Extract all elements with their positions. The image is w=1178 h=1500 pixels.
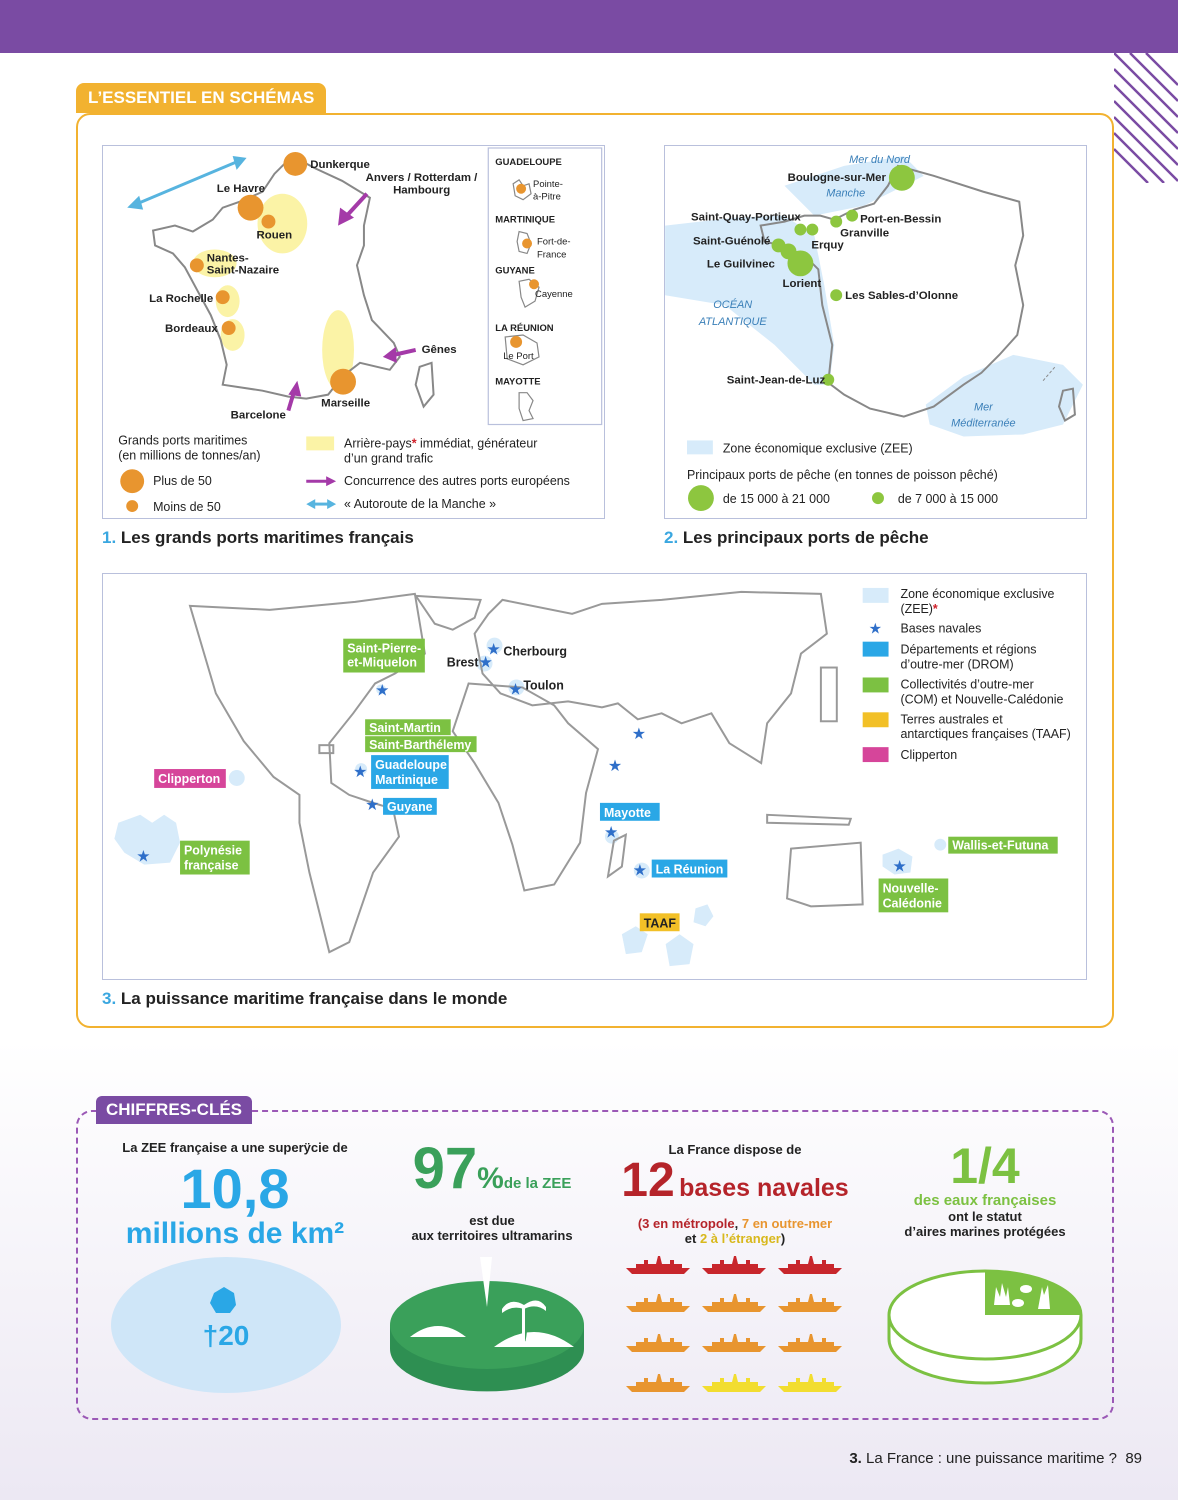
sea-med-1: Mer bbox=[973, 401, 993, 414]
port-rouen bbox=[261, 215, 275, 229]
corsica-outline bbox=[416, 363, 434, 407]
figure-quarter-value: 1/4 bbox=[950, 1138, 1020, 1194]
protected-pie-illustration bbox=[886, 1255, 1084, 1395]
svg-text:(en millions de tonnes/an): (en millions de tonnes/an) bbox=[118, 448, 261, 463]
caption-map3: 3. La puissance maritime française dans le monde bbox=[102, 989, 508, 1008]
svg-text:Zone économique exclusive: Zone économique exclusive bbox=[900, 586, 1055, 601]
legend-star: ★ bbox=[868, 620, 883, 638]
svg-text:de 7 000 à 15 000: de 7 000 à 15 000 bbox=[897, 492, 999, 507]
figure-97-value: 97 bbox=[412, 1136, 478, 1201]
figure-naval-bases: La France dispose de 12 bases navales (3 en métropole, 7 en outre-mer et 2 à l’étranger) bbox=[621, 1142, 849, 1246]
svg-text:Principaux ports de pêche (en: Principaux ports de pêche (en tonnes de poisson pêché) bbox=[687, 468, 998, 483]
australia-outline bbox=[787, 843, 863, 907]
naval-base-star: ★ bbox=[136, 848, 151, 866]
port-dunkerque bbox=[283, 152, 307, 176]
ship-outremer bbox=[626, 1374, 690, 1392]
label-reunion: LA RÉUNION bbox=[495, 323, 554, 335]
legend-taaf bbox=[863, 712, 889, 727]
antarctica-hint bbox=[767, 815, 851, 825]
svg-text:France: France bbox=[537, 249, 567, 261]
arrow-head bbox=[383, 347, 397, 363]
ultramarine-pie-illustration bbox=[388, 1255, 586, 1395]
map-ports-maritimes bbox=[102, 145, 605, 519]
label-saint-nazaire: Saint-Nazaire bbox=[206, 264, 280, 277]
zee-clipperton bbox=[229, 770, 245, 786]
port-bordeaux bbox=[222, 321, 236, 335]
legend-small-port bbox=[126, 500, 138, 512]
map-puissance-monde bbox=[102, 573, 1087, 980]
ship-etranger bbox=[702, 1374, 766, 1392]
svg-text:Bases navales: Bases navales bbox=[900, 621, 982, 636]
top-header-bar bbox=[0, 0, 1178, 53]
label-saint-quay: Saint-Quay-Portieux bbox=[690, 211, 801, 224]
label-le-havre: Le Havre bbox=[216, 182, 266, 195]
svg-text:Moins de 50: Moins de 50 bbox=[153, 500, 221, 515]
legend-big-fish bbox=[688, 485, 714, 511]
svg-text:Clipperton: Clipperton bbox=[900, 748, 958, 763]
legend-drom bbox=[863, 642, 889, 657]
page-footer: 3. La France : une puissance maritime ? 89 bbox=[849, 1450, 1142, 1467]
label-nc-1: Nouvelle- bbox=[882, 881, 939, 896]
port-granville bbox=[830, 216, 842, 228]
port-le-havre bbox=[238, 195, 264, 221]
naval-base-star: ★ bbox=[631, 726, 647, 744]
port-erquy bbox=[806, 224, 818, 236]
ship-metropole bbox=[702, 1256, 766, 1274]
label-marseille: Marseille bbox=[321, 397, 371, 410]
ship-outremer bbox=[778, 1294, 842, 1312]
figure-protected-areas: 1/4 des eaux françaises ont le statut d’aires marines protégées bbox=[880, 1140, 1090, 1239]
legend-small-fish bbox=[872, 492, 884, 504]
svg-text:de 15 000 à 21 000: de 15 000 à 21 000 bbox=[722, 492, 830, 507]
label-wallis: Wallis-et-Futuna bbox=[952, 838, 1049, 853]
zee-taaf bbox=[694, 904, 714, 926]
label-guyane: GUYANE bbox=[495, 265, 535, 277]
label-taaf: TAAF bbox=[643, 916, 676, 931]
label-dunkerque: Dunkerque bbox=[310, 158, 370, 171]
svg-text:Collectivités d’outre-mer: Collectivités d’outre-mer bbox=[900, 677, 1034, 692]
svg-text:à-Pitre: à-Pitre bbox=[533, 191, 561, 203]
port-lorient bbox=[781, 243, 797, 259]
zee-taaf bbox=[666, 934, 694, 966]
label-martinique: Martinique bbox=[375, 772, 438, 787]
port-boulogne bbox=[889, 165, 915, 191]
label-saint-guenole: Saint-Guénolé bbox=[692, 235, 771, 248]
label-granville: Granville bbox=[840, 227, 890, 240]
label-spm-2: et-Miquelon bbox=[347, 655, 417, 670]
label-le-guilvinec: Le Guilvinec bbox=[706, 258, 775, 271]
naval-base-star: ★ bbox=[603, 824, 619, 842]
svg-text:Grands ports maritimes: Grands ports maritimes bbox=[118, 433, 248, 448]
zee-wallis bbox=[934, 839, 946, 851]
label-guadeloupe: GUADELOUPE bbox=[495, 156, 562, 168]
sea-ocean-2: ATLANTIQUE bbox=[698, 316, 767, 329]
caption-map2: 2. Les principaux ports de pêche bbox=[664, 528, 929, 547]
svg-text:Départements et régions: Départements et régions bbox=[900, 642, 1037, 657]
label-anvers: Anvers / Rotterdam / bbox=[365, 171, 478, 184]
ship-metropole bbox=[626, 1256, 690, 1274]
port-marseille bbox=[330, 369, 356, 395]
label-bordeaux: Bordeaux bbox=[165, 323, 218, 335]
port-nantes bbox=[190, 258, 204, 272]
label-rouen: Rouen bbox=[256, 229, 293, 242]
sea-ocean-1: OCÉAN bbox=[713, 299, 753, 312]
label-martinique: MARTINIQUE bbox=[495, 214, 556, 226]
naval-base-star: ★ bbox=[892, 858, 907, 876]
naval-base-star: ★ bbox=[632, 862, 648, 880]
ship-outremer bbox=[626, 1294, 690, 1312]
naval-ships-grid bbox=[624, 1252, 846, 1398]
svg-text:(COM) et Nouvelle-Calédonie: (COM) et Nouvelle-Calédonie bbox=[900, 692, 1064, 707]
svg-text:Le Port: Le Port bbox=[503, 350, 534, 362]
ship-metropole bbox=[778, 1256, 842, 1274]
label-erquy: Erquy bbox=[811, 239, 844, 252]
figure-ultramarine-share: 97%de la ZEE est due aux territoires ultramarins bbox=[411, 1136, 573, 1243]
label-la-rochelle: La Rochelle bbox=[149, 293, 214, 306]
label-lorient: Lorient bbox=[782, 278, 822, 291]
port-sables bbox=[830, 289, 842, 301]
naval-base-star: ★ bbox=[353, 763, 368, 781]
label-guadeloupe: Guadeloupe bbox=[375, 758, 447, 773]
legend-clipperton bbox=[863, 747, 889, 762]
svg-text:antarctiques françaises (TAAF): antarctiques françaises (TAAF) bbox=[900, 727, 1071, 742]
label-polynesie-2: française bbox=[184, 858, 239, 873]
svg-text:« Autoroute de la Manche »: « Autoroute de la Manche » bbox=[344, 497, 496, 512]
decorative-hatch bbox=[1114, 53, 1178, 183]
svg-text:Terres australes et: Terres australes et bbox=[900, 712, 1003, 727]
label-boulogne: Boulogne-sur-Mer bbox=[787, 171, 886, 184]
legend-hinterland bbox=[306, 436, 334, 450]
naval-base-star: ★ bbox=[365, 796, 380, 814]
svg-text:Pointe-: Pointe- bbox=[533, 178, 563, 190]
naval-base-star: ★ bbox=[486, 641, 501, 659]
ship-outremer bbox=[702, 1294, 766, 1312]
label-toulon: Toulon bbox=[523, 678, 564, 693]
svg-text:d’outre-mer (DROM): d’outre-mer (DROM) bbox=[900, 657, 1014, 672]
label-clipperton: Clipperton bbox=[158, 771, 221, 786]
label-saint-jean: Saint-Jean-de-Luz bbox=[726, 374, 826, 387]
label-brest: Brest bbox=[446, 655, 479, 670]
label-hambourg: Hambourg bbox=[393, 184, 451, 197]
label-polynesie-1: Polynésie bbox=[184, 843, 243, 858]
label-saint-barthelemy: Saint-Barthélemy bbox=[369, 738, 472, 753]
sea-nord: Mer du Nord bbox=[849, 153, 910, 166]
label-saint-martin: Saint-Martin bbox=[369, 721, 441, 736]
svg-text:d’un grand trafic: d’un grand trafic bbox=[344, 451, 434, 466]
caribbean-outline bbox=[319, 745, 333, 753]
legend-zee bbox=[687, 440, 713, 454]
sea-manche: Manche bbox=[826, 187, 866, 200]
naval-base-star: ★ bbox=[478, 654, 493, 672]
label-nantes: Nantes- bbox=[206, 252, 249, 265]
svg-text:Plus de 50: Plus de 50 bbox=[153, 474, 212, 489]
label-mayotte: Mayotte bbox=[603, 805, 651, 820]
fish-icon bbox=[1012, 1299, 1024, 1307]
label-mayotte: MAYOTTE bbox=[495, 376, 541, 388]
label-cherbourg: Cherbourg bbox=[503, 644, 567, 659]
figure-zee-area: La ZEE française a une superÿcie de 10,8 millions de km² bbox=[100, 1140, 370, 1251]
svg-text:Arrière-pays* immédiat, généra: Arrière-pays* immédiat, générateur bbox=[344, 436, 538, 451]
map-ports-peche bbox=[664, 145, 1087, 519]
legend-big-port bbox=[120, 469, 144, 493]
ship-outremer bbox=[626, 1334, 690, 1352]
sea-med-2: Méditerranée bbox=[951, 417, 1016, 430]
label-guyane: Guyane bbox=[387, 799, 433, 814]
naval-base-star: ★ bbox=[375, 682, 390, 700]
legend-zee bbox=[863, 588, 889, 603]
label-barcelone: Barcelone bbox=[230, 409, 286, 422]
caption-map1: 1. Les grands ports maritimes français bbox=[102, 528, 414, 547]
label-sables: Les Sables-d’Olonne bbox=[845, 290, 959, 303]
ratio-label: †20 bbox=[202, 1320, 250, 1351]
key-figures-tab: CHIFFRES-CLÉS bbox=[96, 1096, 252, 1124]
ship-outremer bbox=[702, 1334, 766, 1352]
svg-text:Concurrence des autres ports e: Concurrence des autres ports européens bbox=[344, 474, 570, 489]
port-saint-quay bbox=[794, 224, 806, 236]
legend-com bbox=[863, 677, 889, 692]
port-port-en-bessin bbox=[846, 210, 858, 222]
france-outline bbox=[153, 156, 400, 399]
fish-icon bbox=[1020, 1285, 1032, 1293]
label-spm-1: Saint-Pierre- bbox=[347, 641, 422, 656]
port-la-rochelle bbox=[216, 290, 230, 304]
label-genes: Gênes bbox=[421, 343, 457, 356]
greenland-outline bbox=[416, 596, 481, 630]
africa-outline bbox=[453, 683, 598, 890]
ship-etranger bbox=[778, 1374, 842, 1392]
zee-area-illustration bbox=[110, 1255, 342, 1395]
section-title: L’ESSENTIEL EN SCHÉMAS bbox=[76, 83, 326, 113]
label-reunion: La Réunion bbox=[655, 862, 724, 877]
ship-outremer bbox=[778, 1334, 842, 1352]
label-port-en-bessin: Port-en-Bessin bbox=[860, 213, 942, 226]
islands-outline bbox=[821, 668, 837, 722]
arrow-head bbox=[288, 381, 301, 397]
svg-text:Fort-de-: Fort-de- bbox=[537, 236, 571, 248]
svg-text:(ZEE)*: (ZEE)* bbox=[900, 601, 938, 616]
label-nc-2: Calédonie bbox=[882, 896, 942, 911]
svg-text:Zone économique exclusive (ZEE: Zone économique exclusive (ZEE) bbox=[722, 441, 913, 456]
svg-text:Cayenne: Cayenne bbox=[535, 289, 573, 301]
figure-12-value: 12 bbox=[621, 1154, 675, 1207]
figure-zee-value: 10,8 bbox=[180, 1157, 290, 1220]
naval-base-star: ★ bbox=[508, 681, 523, 699]
naval-base-star: ★ bbox=[607, 758, 623, 776]
